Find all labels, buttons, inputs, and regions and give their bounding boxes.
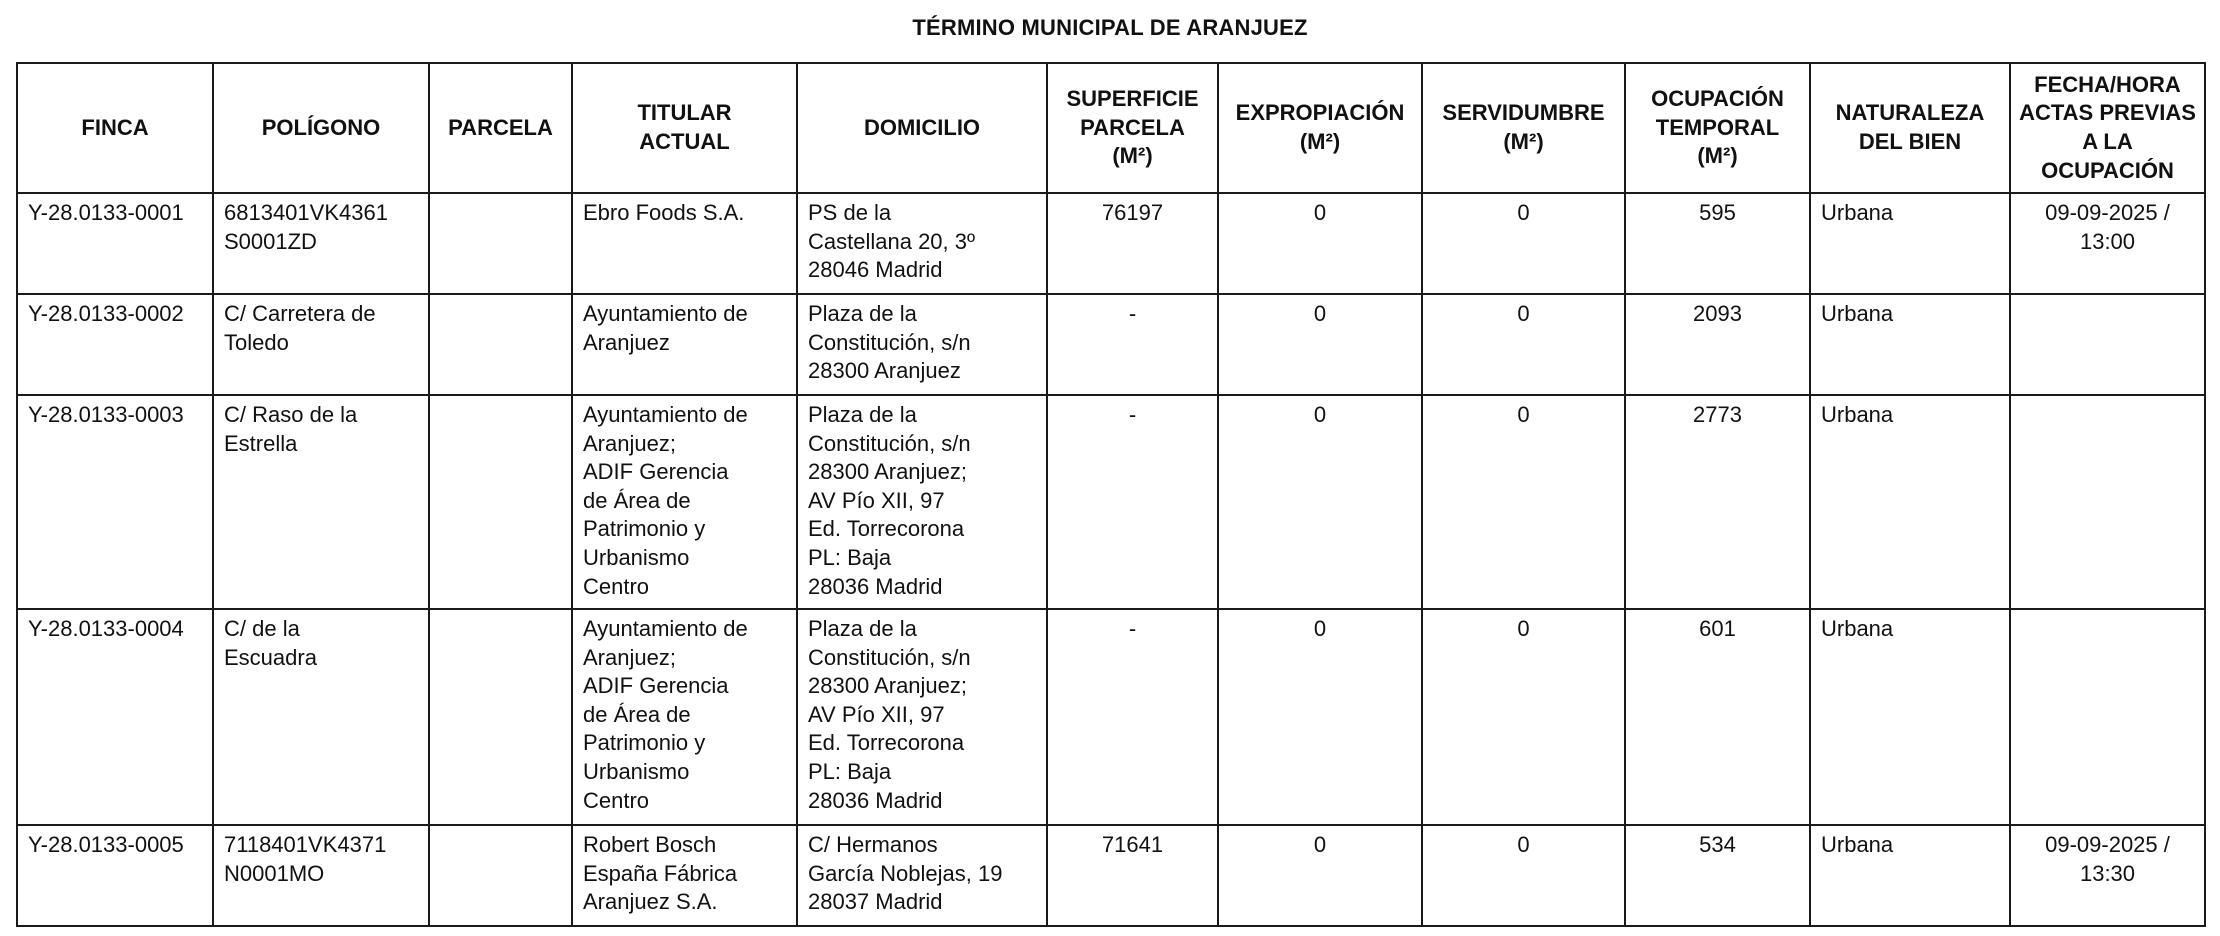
cell-line: Urbana <box>1821 200 1894 225</box>
cell-line: Ebro Foods S.A. <box>583 200 745 225</box>
cell-naturaleza <box>1810 294 2010 395</box>
cell-titular <box>572 395 797 609</box>
cell-line: Aranjuez S.A. <box>583 889 718 915</box>
header-line: SERVIDUMBRE <box>1442 100 1605 126</box>
header-line: PARCELA <box>448 114 553 140</box>
cell-line: Castellana 20, 3º <box>808 228 976 254</box>
cell-expropiacion <box>1218 609 1422 825</box>
table-row <box>17 825 2205 926</box>
table-header <box>17 63 2205 193</box>
cell-line: 76197 <box>1101 200 1164 225</box>
header-finca <box>17 63 213 193</box>
header-line: ACTUAL <box>639 129 730 154</box>
cell-line: Constitución, s/n <box>808 329 971 355</box>
table-body <box>17 193 2205 926</box>
cell-line: 28036 Madrid <box>808 573 943 599</box>
header-row <box>17 63 2205 193</box>
cell-line: 13:00 <box>2079 228 2136 254</box>
cell-line: 2773 <box>1693 402 1742 427</box>
cell-ocupacion <box>1625 294 1810 395</box>
cell-poligono <box>213 395 429 609</box>
cell-fecha <box>2010 294 2205 395</box>
cell-line: Aranjuez; <box>583 430 676 456</box>
header-line: FECHA/HORA <box>2034 71 2181 97</box>
table-row <box>17 193 2205 294</box>
header-line: OCUPACIÓN <box>1651 86 1784 112</box>
header-line: ACTAS PREVIAS <box>2019 100 2196 126</box>
header-naturaleza <box>1810 63 2010 193</box>
cell-line: Y-28.0133-0005 <box>28 832 184 857</box>
cell-line: Ayuntamiento de <box>583 402 748 427</box>
cell-line: 28300 Aranjuez; <box>808 673 968 699</box>
cell-line: 28036 Madrid <box>808 787 943 813</box>
cell-parcela <box>429 395 572 609</box>
cell-line: 0 <box>1313 616 1327 641</box>
cell-servidumbre <box>1422 395 1625 609</box>
cell-poligono <box>213 193 429 294</box>
cell-finca <box>17 193 213 294</box>
cell-line: - <box>1128 301 1137 326</box>
header-line: TITULAR <box>637 100 732 126</box>
cell-line: Patrimonio y <box>583 730 706 756</box>
cell-line: Toledo <box>224 329 289 355</box>
cell-line: Ayuntamiento de <box>583 616 748 641</box>
cell-line: PL: Baja <box>808 758 892 784</box>
cell-expropiacion <box>1218 395 1422 609</box>
cell-line: 6813401VK4361 <box>224 200 388 225</box>
cell-line: de Área de <box>583 701 691 727</box>
cell-naturaleza <box>1810 193 2010 294</box>
cell-line: C/ Carretera de <box>224 301 376 326</box>
cell-line: Ayuntamiento de <box>583 301 748 326</box>
cell-servidumbre <box>1422 294 1625 395</box>
cell-finca <box>17 294 213 395</box>
cell-line: - <box>1128 616 1137 641</box>
cell-line: N0001MO <box>224 860 325 886</box>
header-ocupacion <box>1625 63 1810 193</box>
cell-naturaleza <box>1810 395 2010 609</box>
header-line: FINCA <box>81 114 149 140</box>
cell-line: Y-28.0133-0003 <box>28 402 184 427</box>
cell-line: C/ de la <box>224 616 300 641</box>
header-line: DEL BIEN <box>1858 129 1962 154</box>
cell-line: 0 <box>1313 301 1327 326</box>
header-line: (M²) <box>1112 143 1153 169</box>
cell-fecha <box>2010 609 2205 825</box>
table-row <box>17 395 2205 609</box>
cell-fecha <box>2010 825 2205 926</box>
header-line: (M²) <box>1697 143 1738 169</box>
cell-line: Urbana <box>1821 301 1894 326</box>
cell-ocupacion <box>1625 825 1810 926</box>
cell-line: de Área de <box>583 487 691 513</box>
cell-line: Plaza de la <box>808 616 917 641</box>
cell-line: Plaza de la <box>808 402 917 427</box>
cell-line: 0 <box>1517 200 1530 225</box>
cell-poligono <box>213 294 429 395</box>
cell-finca <box>17 395 213 609</box>
cell-superficie <box>1047 825 1218 926</box>
header-parcela <box>429 63 572 193</box>
cell-line: ADIF Gerencia <box>583 673 729 699</box>
cell-line: Escuadra <box>224 644 317 670</box>
cell-line: 0 <box>1517 616 1530 641</box>
header-line: OCUPACIÓN <box>2041 157 2174 183</box>
cell-line: Constitución, s/n <box>808 644 971 670</box>
cell-line: 7118401VK4371 <box>224 832 387 857</box>
header-line: (M²) <box>1299 129 1341 154</box>
header-line: TEMPORAL <box>1655 114 1780 140</box>
cell-line: Urbanismo <box>583 544 690 570</box>
cell-expropiacion <box>1218 193 1422 294</box>
cell-line: Y-28.0133-0002 <box>28 301 184 326</box>
cell-ocupacion <box>1625 193 1810 294</box>
cell-line: 09-09-2025 / <box>2045 200 2170 225</box>
cell-naturaleza <box>1810 609 2010 825</box>
cell-parcela <box>429 825 572 926</box>
cell-expropiacion <box>1218 294 1422 395</box>
cell-line: Patrimonio y <box>583 516 706 542</box>
cell-line: 0 <box>1313 402 1327 427</box>
cell-superficie <box>1047 193 1218 294</box>
cell-line: 534 <box>1699 832 1736 857</box>
header-poligono <box>213 63 429 193</box>
cell-line: 09-09-2025 / <box>2045 832 2170 857</box>
cell-ocupacion <box>1625 609 1810 825</box>
cell-servidumbre <box>1422 193 1625 294</box>
cell-line: 0 <box>1313 832 1327 857</box>
cell-domicilio <box>797 395 1047 609</box>
cell-line: 601 <box>1699 616 1736 641</box>
cell-parcela <box>429 294 572 395</box>
header-expropiacion <box>1218 63 1422 193</box>
cell-line: - <box>1128 402 1137 427</box>
cell-line: 28046 Madrid <box>808 257 943 283</box>
cell-line: 595 <box>1699 200 1736 225</box>
cell-line: 0 <box>1517 301 1530 326</box>
page-title: TÉRMINO MUNICIPAL DE ARANJUEZ <box>912 15 1308 40</box>
cell-line: AV Pío XII, 97 <box>808 487 945 513</box>
table-row <box>17 609 2205 825</box>
cell-domicilio <box>797 609 1047 825</box>
header-line: PARCELA <box>1080 114 1185 140</box>
cell-superficie <box>1047 294 1218 395</box>
cell-line: Urbana <box>1821 832 1894 857</box>
cell-fecha <box>2010 193 2205 294</box>
cell-line: Plaza de la <box>808 301 917 326</box>
cell-line: C/ Raso de la <box>224 402 358 427</box>
cell-servidumbre <box>1422 825 1625 926</box>
cell-line: 28300 Aranjuez; <box>808 459 968 485</box>
cell-line: S0001ZD <box>224 228 317 254</box>
cell-line: Aranjuez <box>583 329 670 355</box>
header-line: (M²) <box>1503 129 1544 154</box>
cell-line: 2093 <box>1693 301 1742 326</box>
header-line: SUPERFICIE <box>1066 86 1199 112</box>
cell-line: 0 <box>1313 200 1327 225</box>
cell-naturaleza <box>1810 825 2010 926</box>
cell-line: PS de la <box>808 200 892 225</box>
header-line: EXPROPIACIÓN <box>1235 100 1405 126</box>
cell-line: 13:30 <box>2079 860 2136 886</box>
cell-titular <box>572 294 797 395</box>
cell-line: AV Pío XII, 97 <box>808 701 945 727</box>
cell-line: ADIF Gerencia <box>583 459 729 485</box>
cell-parcela <box>429 609 572 825</box>
cell-line: Robert Bosch <box>583 832 717 857</box>
cell-finca <box>17 609 213 825</box>
header-superficie <box>1047 63 1218 193</box>
cell-line: Centro <box>583 573 650 599</box>
cell-line: Ed. Torrecorona <box>808 516 965 542</box>
cell-line: Urbana <box>1821 402 1894 427</box>
cell-line: Ed. Torrecorona <box>808 730 965 756</box>
cell-titular <box>572 825 797 926</box>
cell-line: Aranjuez; <box>583 644 676 670</box>
cell-line: 0 <box>1517 402 1530 427</box>
cell-line: 28300 Aranjuez <box>808 358 961 384</box>
cell-parcela <box>429 193 572 294</box>
cell-fecha <box>2010 395 2205 609</box>
header-fecha <box>2010 63 2205 193</box>
cell-titular <box>572 609 797 825</box>
cell-line: Centro <box>583 787 650 813</box>
cell-line: España Fábrica <box>583 860 738 886</box>
header-titular <box>572 63 797 193</box>
cell-poligono <box>213 609 429 825</box>
cell-line: Urbana <box>1821 616 1894 641</box>
cell-servidumbre <box>1422 609 1625 825</box>
cell-superficie <box>1047 609 1218 825</box>
cell-finca <box>17 825 213 926</box>
cell-line: PL: Baja <box>808 544 892 570</box>
cell-domicilio <box>797 294 1047 395</box>
cell-line: Y-28.0133-0001 <box>28 200 184 225</box>
header-line: NATURALEZA <box>1835 100 1985 126</box>
cell-line: 28037 Madrid <box>808 889 943 915</box>
header-domicilio <box>797 63 1047 193</box>
cell-line: Estrella <box>224 430 298 456</box>
cell-ocupacion <box>1625 395 1810 609</box>
header-line: A LA <box>2082 129 2133 154</box>
cell-line: García Noblejas, 19 <box>808 860 1003 886</box>
header-servidumbre <box>1422 63 1625 193</box>
cell-titular <box>572 193 797 294</box>
expropriation-table <box>16 62 2206 927</box>
cell-superficie <box>1047 395 1218 609</box>
table-row <box>17 294 2205 395</box>
cell-line: Urbanismo <box>583 758 690 784</box>
cell-expropiacion <box>1218 825 1422 926</box>
cell-domicilio <box>797 825 1047 926</box>
cell-line: 71641 <box>1101 832 1164 857</box>
cell-line: 0 <box>1517 832 1530 857</box>
header-line: POLÍGONO <box>261 114 381 140</box>
cell-line: Constitución, s/n <box>808 430 971 456</box>
header-line: DOMICILIO <box>863 114 981 140</box>
cell-line: C/ Hermanos <box>808 832 938 857</box>
cell-poligono <box>213 825 429 926</box>
cell-domicilio <box>797 193 1047 294</box>
cell-line: Y-28.0133-0004 <box>28 616 184 641</box>
